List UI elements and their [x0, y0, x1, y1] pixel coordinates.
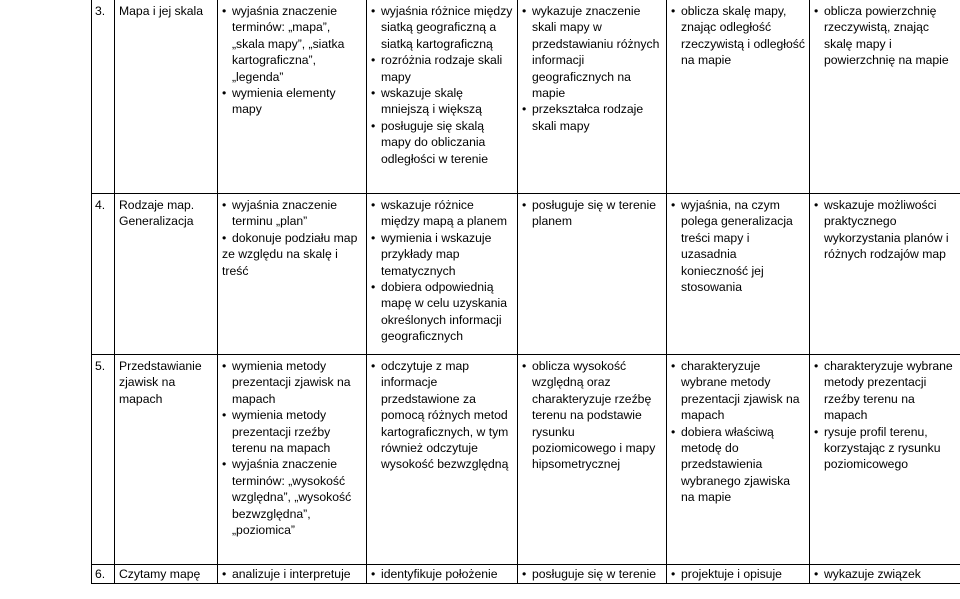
list-item: • wskazuje różnice między mapą a planem [371, 197, 513, 230]
requirements-cell-5 [810, 0, 960, 194]
requirements-cell-4 [667, 355, 810, 565]
list-item: • rozróżnia rodzaje skali mapy [371, 52, 513, 85]
topic-cell: Czytamy mapę [115, 565, 218, 584]
requirements-cell-1 [218, 565, 367, 584]
requirements-cell-3 [518, 194, 667, 355]
list-item: • wykazuje znaczenie skali mapy w przedstawianiu różnych informacji geograficznych na mapie [522, 3, 662, 101]
list-item: • wymienia metody prezentacji zjawisk na mapach [222, 358, 362, 407]
requirements-cell-2 [367, 194, 518, 355]
list-item: • wyjaśnia, na czym polega generalizacja treści mapy i uzasadnia konieczność jej stosowania [671, 197, 805, 295]
row-number: 5. [92, 355, 115, 565]
list-item: • wyjaśnia znaczenie terminów: „mapa”, „skala mapy”, „siatka kartograficzna”, „legenda” [222, 3, 362, 85]
list-item: • projektuje i opisuje [671, 566, 805, 582]
list-item: • posługuje się w terenie [522, 566, 662, 582]
table-row [92, 0, 960, 194]
list-item: • dobiera odpowiednią mapę w celu uzyskania określonych informacji geograficznych [371, 279, 513, 345]
list-item-continuation: ze względu na skalę i treść [222, 247, 338, 278]
requirements-cell-4 [667, 194, 810, 355]
requirements-cell-2 [367, 565, 518, 584]
list-item: • wymienia metody prezentacji rzeźby terenu na mapach [222, 407, 362, 456]
table-row [92, 194, 960, 355]
row-number: 4. [92, 194, 115, 355]
list-item: • oblicza skalę mapy, znając odległość rzeczywistą i odległość na mapie [671, 3, 805, 69]
curriculum-table [91, 0, 960, 584]
requirements-cell-4 [667, 565, 810, 584]
topic-cell: Mapa i jej skala [115, 0, 218, 194]
list-item: • oblicza wysokość względną oraz charakteryzuje rzeźbę terenu na podstawie rysunku poziomicowego i mapy hipsometrycznej [522, 358, 662, 473]
list-item: • wyjaśnia różnice między siatką geograficzną a siatką kartograficzną [371, 3, 513, 52]
list-item: • wyjaśnia znaczenie terminu „plan” [222, 197, 362, 230]
list-item: • wskazuje możliwości praktycznego wykorzystania planów i różnych rodzajów map [814, 197, 956, 263]
requirements-cell-4 [667, 0, 810, 194]
requirements-cell-2 [367, 0, 518, 194]
row-number: 6. [92, 565, 115, 584]
topic-cell: Rodzaje map. Generalizacja [115, 194, 218, 355]
requirements-cell-1 [218, 194, 367, 355]
table-row [92, 565, 960, 584]
list-item: • przekształca rodzaje skali mapy [522, 101, 662, 134]
list-item: • charakteryzuje wybrane metody prezentacji zjawisk na mapach [671, 358, 805, 424]
requirements-cell-2 [367, 355, 518, 565]
requirements-cell-1 [218, 0, 367, 194]
list-item: • posługuje się w terenie planem [522, 197, 662, 230]
list-item: • charakteryzuje wybrane metody prezentacji rzeźby terenu na mapach [814, 358, 956, 424]
list-item: • wyjaśnia znaczenie terminów: „wysokość względna”, „wysokość bezwzględna”, „poziomica” [222, 456, 362, 538]
list-item: • oblicza powierzchnię rzeczywistą, znając skalę mapy i powierzchnię na mapie [814, 3, 956, 69]
requirements-cell-3 [518, 355, 667, 565]
requirements-cell-5 [810, 355, 960, 565]
list-item: • dobiera właściwą metodę do przedstawienia wybranego zjawiska na mapie [671, 424, 805, 506]
requirements-cell-3 [518, 565, 667, 584]
list-item: • analizuje i interpretuje [222, 566, 362, 582]
list-item: • identyfikuje położenie [371, 566, 513, 582]
topic-cell: Przedstawianie zjawisk na mapach [115, 355, 218, 565]
list-item: • dokonuje podziału map [222, 230, 362, 246]
requirements-cell-1 [218, 355, 367, 565]
list-item: • wymienia i wskazuje przykłady map tematycznych [371, 230, 513, 279]
list-item: • posługuje się skalą mapy do obliczania odległości w terenie [371, 118, 513, 167]
requirements-cell-3 [518, 0, 667, 194]
table-row [92, 355, 960, 565]
requirements-cell-5 [810, 194, 960, 355]
list-item: • wymienia elementy mapy [222, 85, 362, 118]
list-item: • wskazuje skalę mniejszą i większą [371, 85, 513, 118]
list-item: • odczytuje z map informacje przedstawione za pomocą różnych metod kartograficznych, w tym również odczytuje wysokość bezwzględną [371, 358, 513, 473]
list-item: • wykazuje związek [814, 566, 956, 582]
list-item: • rysuje profil terenu, korzystając z rysunku poziomicowego [814, 424, 956, 473]
row-number: 3. [92, 0, 115, 194]
requirements-cell-5 [810, 565, 960, 584]
